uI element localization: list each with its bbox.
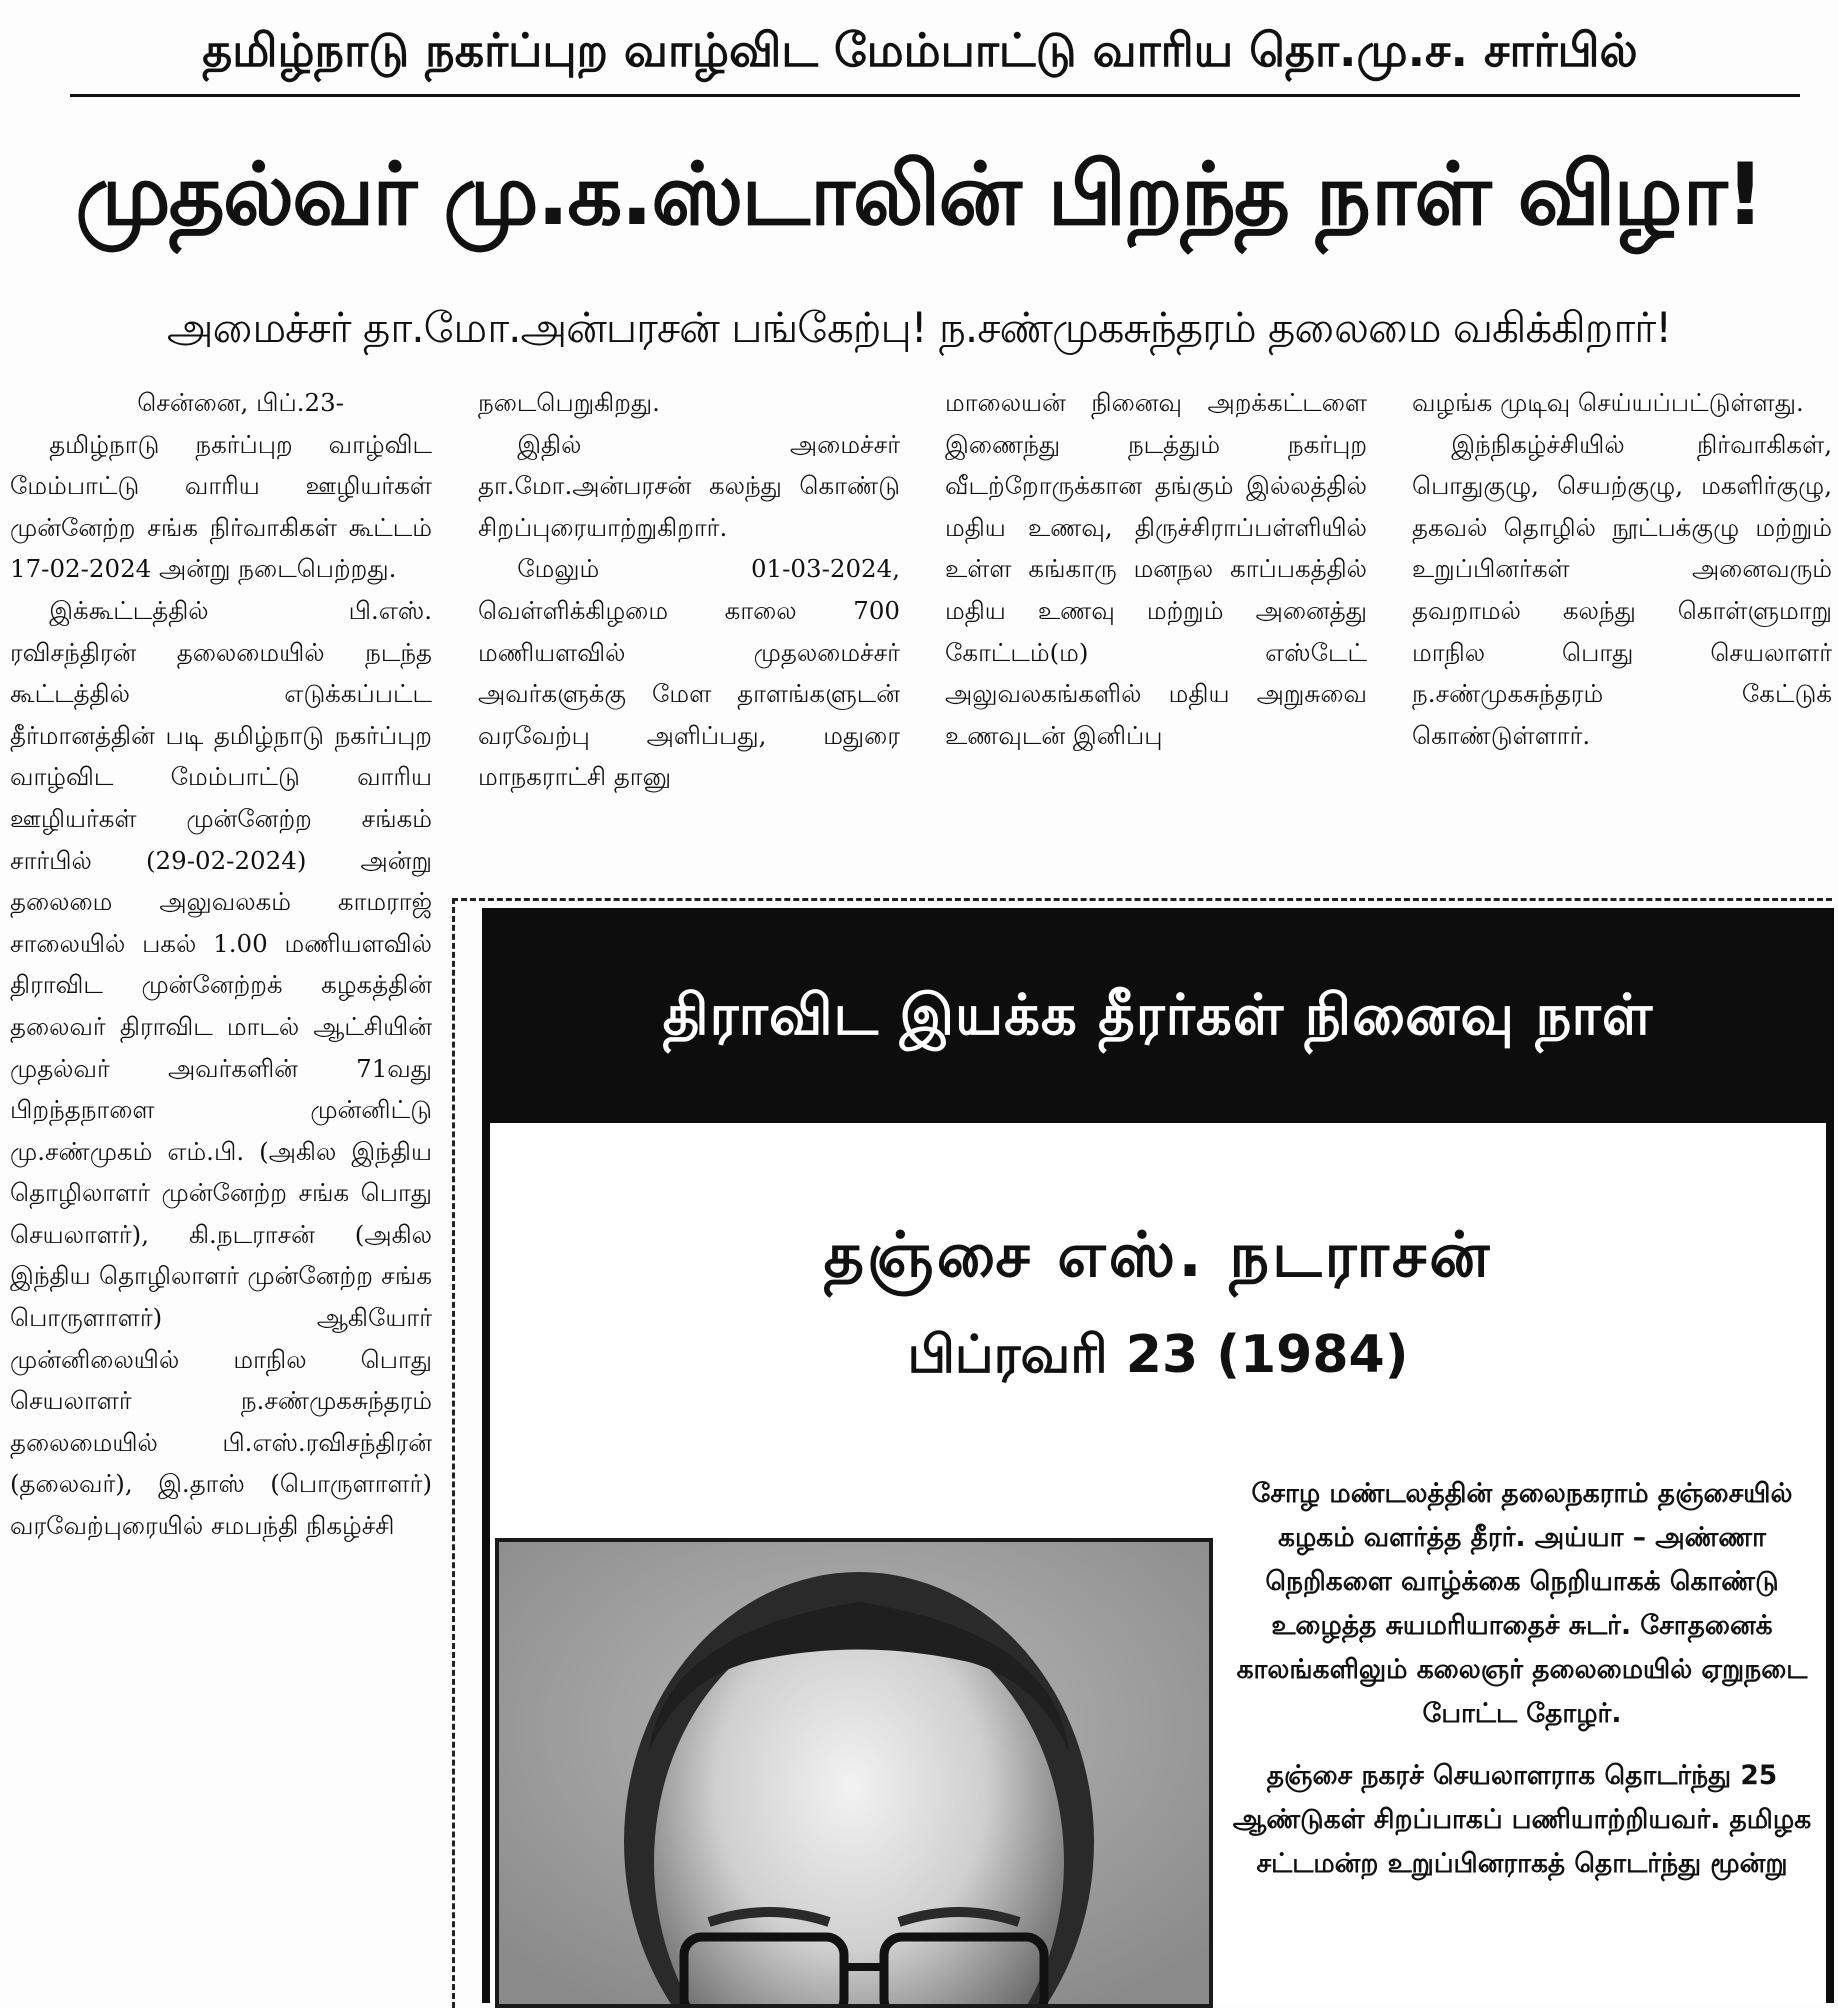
article-paragraph: இக்கூட்டத்தில் பி.எஸ். ரவிசந்திரன் தலைமையில் நடந்த கூட்டத்தில் எடுக்கப்பட்ட தீர்மானத்தின் படி தமிழ்நாடு நகர்ப்புற வாழ்விட மேம்பாட்டு வாரிய ஊழியர்கள் முன்னேற்ற சங்கம் சார்பில் (29-02-2024) அன்று தலைமை அலுவலகம் காமராஜ் சாலையில் பகல் 1.00 மணியளவில் திராவிட முன்னேற்றக் கழகத்தின் தலைவர் திராவிட மாடல் ஆட்சியின் முதல்வர் அவர்களின் 71வது பிறந்தநாளை முன்னிட்டு மு.சண்முகம் எம்.பி. (அகில இந்திய தொழிலாளர் முன்னேற்ற சங்க பொது செயலாளர்), கி.நடராசன் (அகில இந்திய தொழிலாளர் முன்னேற்ற சங்க பொருளாளர்) ஆகியோர் முன்னிலையில் மாநில பொது செயலாளர் ந.சண்முகசுந்தரம் தலைமையில் பி.எஸ்.ரவிசந்திரன் (தலைவர்), இ.தாஸ் (பொருளாளர்) வரவேற்புரையில் சமபந்தி நிகழ்ச்சி <box>10 595 432 1541</box>
person-death-date: பிப்ரவரி 23 (1984) <box>907 1325 1409 1385</box>
article-paragraph: இதில் அமைச்சர் தா.மோ.அன்பரசன் கலந்து கொண்டு சிறப்புரையாற்றுகிறார். <box>478 429 900 542</box>
headline: முதல்வர் மு.க.ஸ்டாலின் பிறந்த நாள் விழா! <box>75 145 1763 245</box>
article-column-1 <box>10 382 432 1992</box>
dateline: சென்னை, பிப்.23- <box>137 388 344 417</box>
person-name: தஞ்சை எஸ். நடராசன் <box>823 1218 1493 1291</box>
memorial-banner-title: திராவிட இயக்க தீரர்கள் நினைவு நாள் <box>662 983 1654 1048</box>
article-column-3 <box>945 382 1367 882</box>
kicker-underline <box>70 94 1800 97</box>
portrait-photo <box>495 1538 1213 2008</box>
kicker-line: தமிழ்நாடு நகர்ப்புற வாழ்விட மேம்பாட்டு வாரிய தொ.மு.ச. சார்பில் <box>202 23 1638 77</box>
article-paragraph: நடைபெறுகிறது. <box>478 388 660 417</box>
tribute-text <box>1218 1472 1826 1992</box>
portrait-illustration <box>499 1542 1209 2004</box>
article-paragraph: தமிழ்நாடு நகர்ப்புற வாழ்விட மேம்பாட்டு வாரிய ஊழியர்கள் முன்னேற்ற சங்க நிர்வாகிகள் கூட்டம் 17-02-2024 அன்று நடைபெற்றது. <box>10 429 432 584</box>
memorial-banner <box>482 908 1834 1123</box>
tribute-paragraph: தஞ்சை நகரச் செயலாளராக தொடர்ந்து 25 ஆண்டுகள் சிறப்பாகப் பணியாற்றியவர். தமிழக சட்டமன்ற உறுப்பினராகத் தொடர்ந்து மூன்று <box>1232 1760 1812 1879</box>
article-paragraph: இந்நிகழ்ச்சியில் நிர்வாகிகள், பொதுகுழு, செயற்குழு, மகளிர்குழு, தகவல் தொழில் நூட்பக்குழு மற்றும் உறுப்பினர்கள் அனைவரும் தவறாமல் கலந்து கொள்ளுமாறு மாநில பொது செயலாளர் ந.சண்முகசுந்தரம் கேட்டுக் கொண்டுள்ளார். <box>1412 429 1832 750</box>
article-column-2 <box>478 382 900 882</box>
article-column-4 <box>1412 382 1832 882</box>
subheadline: அமைச்சர் தா.மோ.அன்பரசன் பங்கேற்பு! ந.சண்முகசுந்தரம் தலைமை வகிக்கிறார்! <box>166 303 1672 352</box>
article-paragraph: வழங்க முடிவு செய்யப்பட்டுள்ளது. <box>1412 388 1804 417</box>
tribute-paragraph: சோழ மண்டலத்தின் தலைநகராம் தஞ்சையில் கழகம் வளர்த்த தீரர். அய்யா – அண்ணா நெறிகளை வாழ்க்கை நெறியாகக் கொண்டு உழைத்த சுயமரியாதைச் சுடர். சோதனைக் காலங்களிலும் கலைஞர் தலைமையில் ஏறுநடை போட்ட தோழர். <box>1236 1478 1808 1729</box>
article-paragraph: மேலும் 01-03-2024, வெள்ளிக்கிழமை காலை 700 மணியளவில் முதலமைச்சர் அவர்களுக்கு மேள தாளங்களுடன் வரவேற்பு அளிப்பது, மதுரை மாநகராட்சி தானு <box>478 554 900 792</box>
article-paragraph: மாலையன் நினைவு அறக்கட்டளை இணைந்து நடத்தும் நகர்புற வீடற்றோருக்கான தங்கும் இல்லத்தில் மதிய உணவு, திருச்சிராப்பள்ளியில் உள்ள கங்காரு மனநல காப்பகத்தில் மதிய உணவு மற்றும் அனைத்து கோட்டம்(ம) எஸ்டேட் அலுவலகங்களில் மதிய அறுசுவை உணவுடன் இனிப்பு <box>945 388 1367 750</box>
